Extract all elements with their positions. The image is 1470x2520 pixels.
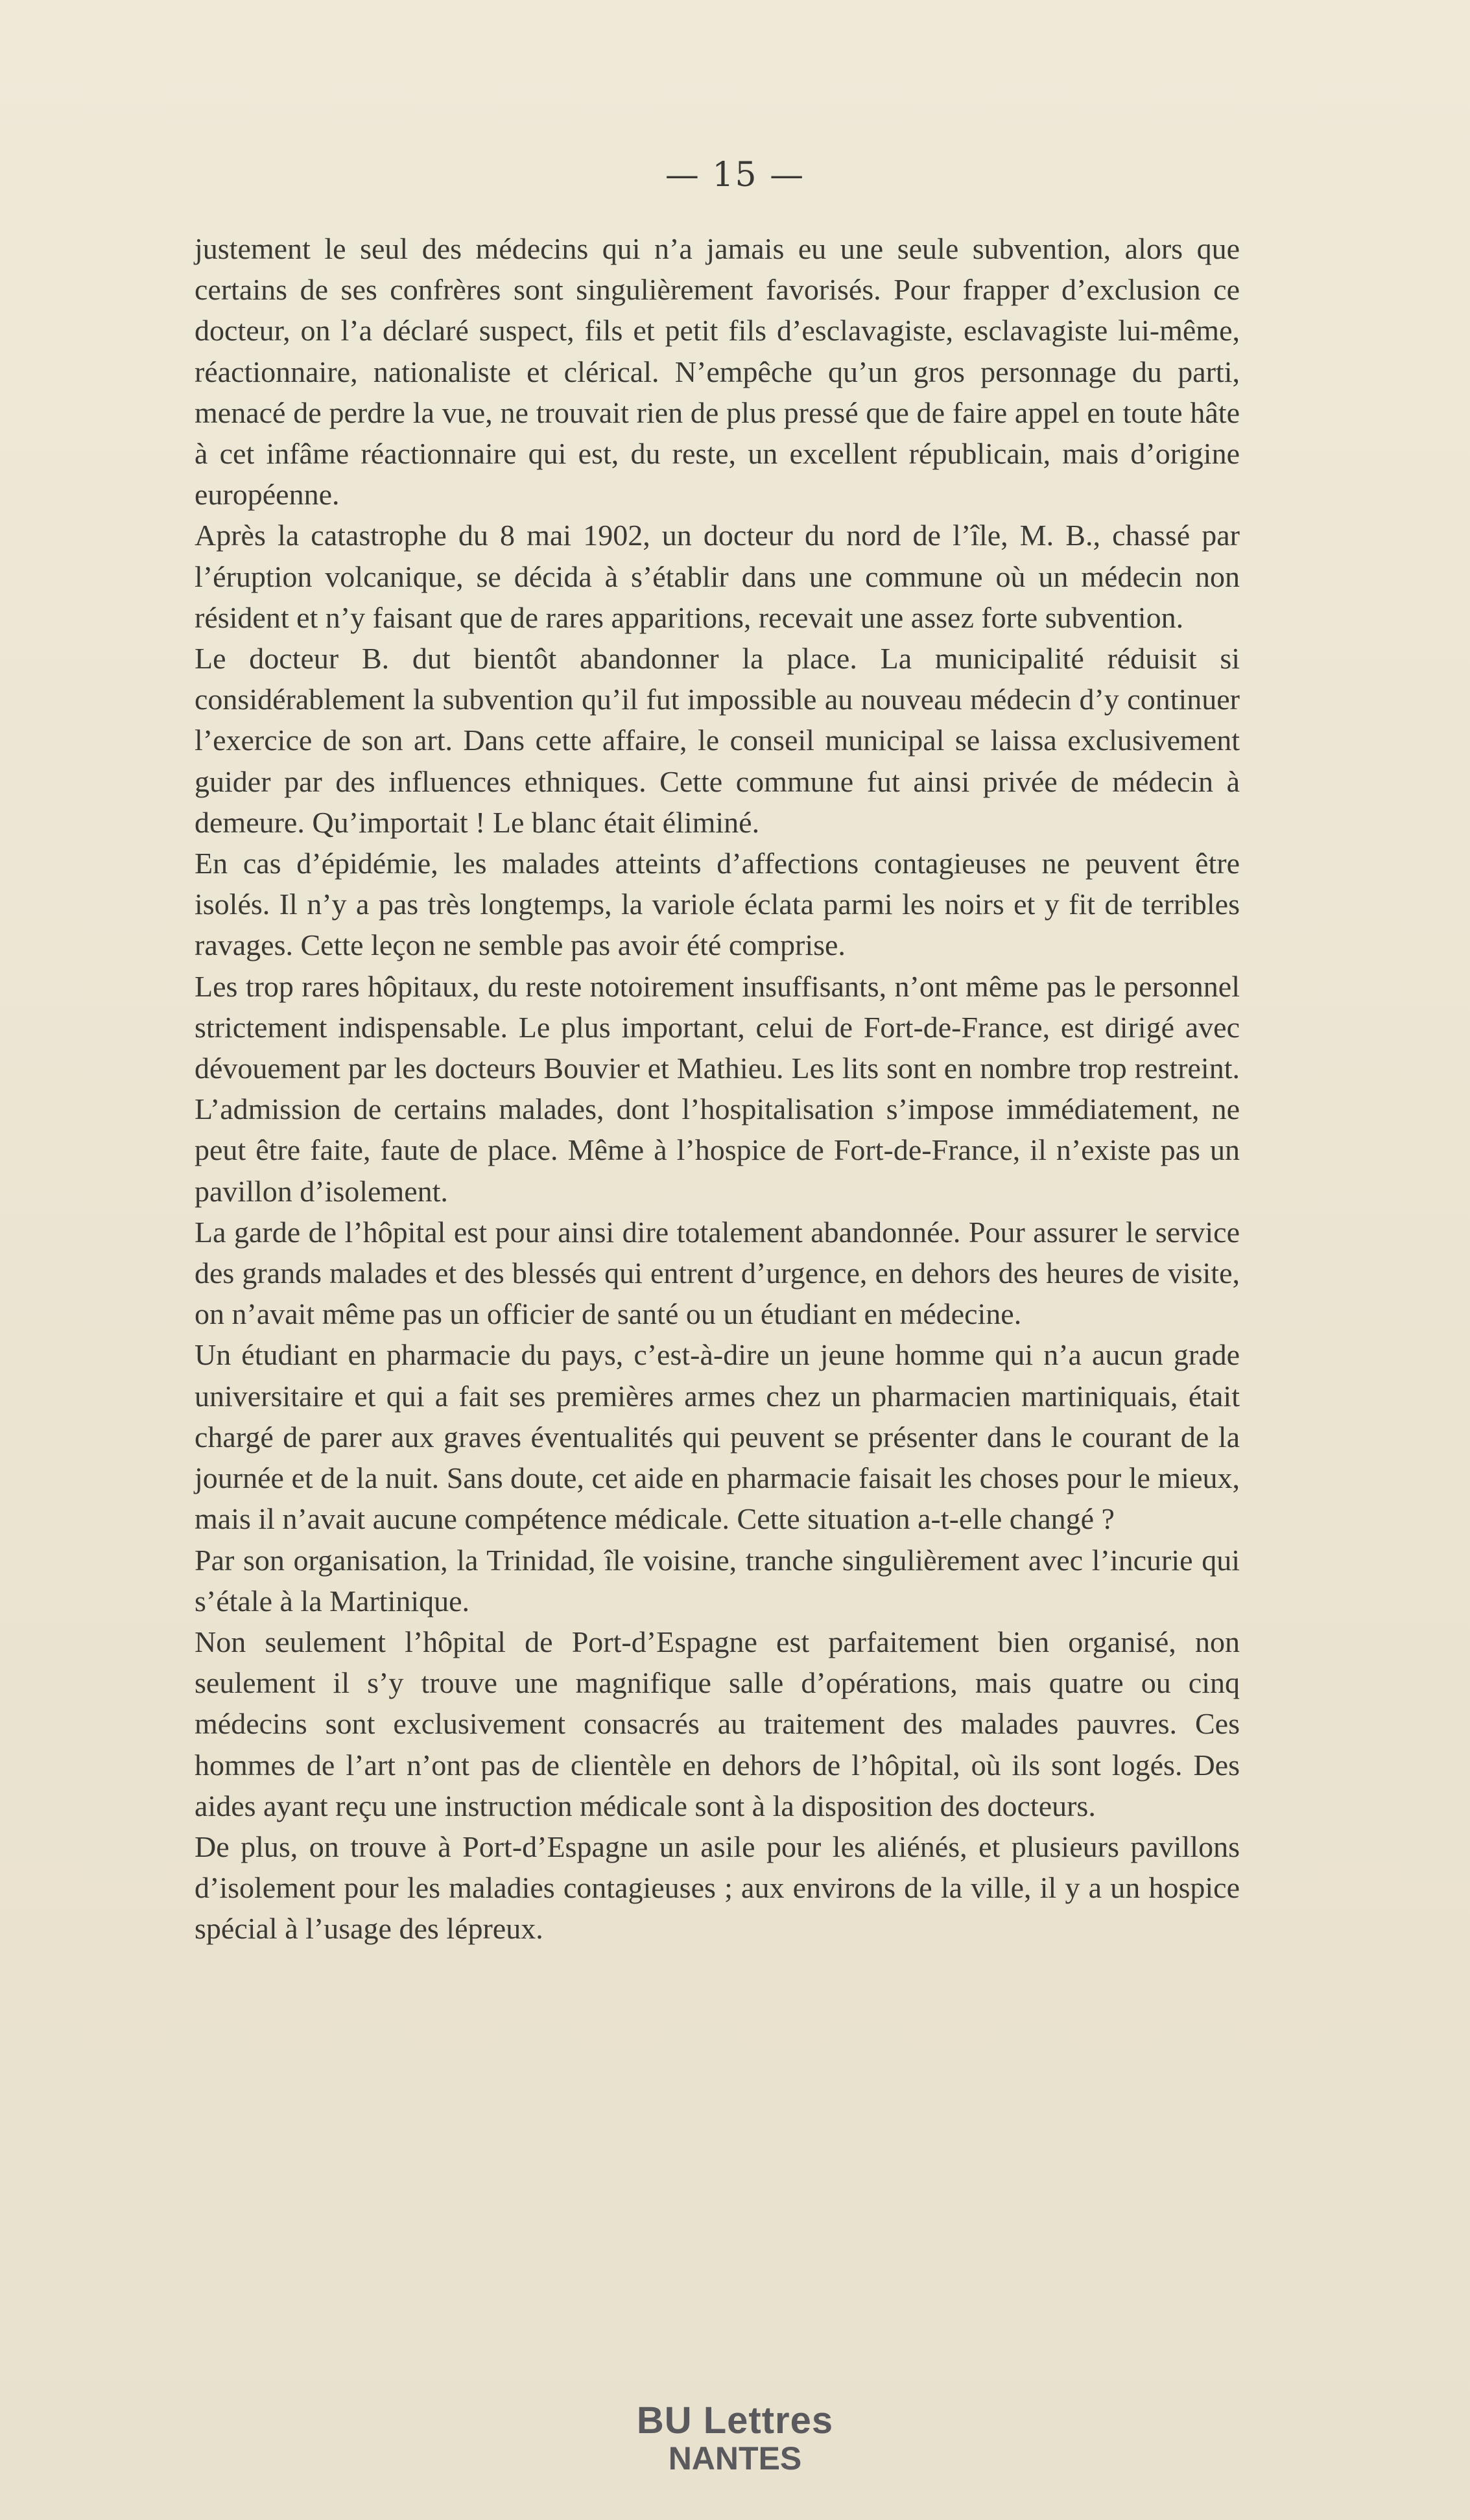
library-stamp	[0, 2399, 1470, 2477]
paragraph-8: Par son organisation, la Trinidad, île voisine, tranche singulièrement avec l’incurie qui s’étale à la Martinique.	[195, 1543, 1240, 1618]
paragraph-10: De plus, on trouve à Port-d’Espagne un asile pour les aliénés, et plusieurs pavillons d’isolement pour les maladies contagieuses ; aux environs de la ville, il y a un hospice spécial à l’usage des lépreux.	[195, 1830, 1240, 1946]
paragraph-5: Les trop rares hôpitaux, du reste notoirement insuffisants, n’ont même pas le personnel strictement indispensable. Le plus important, celui de Fort-de-France, est dirigé avec dévouement par les docteurs Bouvier et Mathieu. Les lits sont en nombre trop restreint. L’admission de certains malades, dont l’hospitalisation s’impose immédiatement, ne peut être faite, faute de place. Même à l’hospice de Fort-de-France, il n’existe pas un pavillon d’isolement.	[195, 969, 1240, 1208]
paragraph-6: La garde de l’hôpital est pour ainsi dire totalement abandonnée. Pour assurer le service des grands malades et des blessés qui entrent d’urgence, en dehors des heures de visite, on n’avait même pas un officier de santé ou un étudiant en médecine.	[195, 1215, 1240, 1331]
stamp-line-nantes: NANTES	[668, 2440, 802, 2477]
paragraph-4: En cas d’épidémie, les malades atteints d’affections contagieuses ne peuvent être isolés. Il n’y a pas très longtemps, la variole éclata parmi les noirs et y fit de terribles ravages. Cette leçon ne semble pas avoir été comprise.	[195, 847, 1240, 962]
paragraph-3: Le docteur B. dut bientôt abandonner la place. La municipalité réduisit si considérablement la subvention qu’il fut impossible au nouveau médecin d’y continuer l’exercice de son art. Dans cette affaire, le conseil municipal se laissa exclusivement guider par des influences ethniques. Cette commune fut ainsi privée de médecin à demeure. Qu’importait ! Le blanc était éliminé.	[195, 642, 1240, 839]
paragraph-2: Après la catastrophe du 8 mai 1902, un docteur du nord de l’île, M. B., chassé par l’éruption volcanique, se décida à s’établir dans une commune où un médecin non résident et n’y faisant que de rares apparitions, recevait une assez forte subvention.	[195, 519, 1240, 634]
paragraph-7: Un étudiant en pharmacie du pays, c’est-à-dire un jeune homme qui n’a aucun grade universitaire et qui a fait ses premières armes chez un pharmacien martiniquais, était chargé de parer aux graves éventualités qui peuvent se présenter dans le courant de la journée et de la nuit. Sans doute, cet aide en pharmacie faisait les choses pour le mieux, mais il n’avait aucune compétence médicale. Cette situation a-t-elle changé ?	[195, 1338, 1240, 1536]
page-number: — 15 —	[665, 156, 805, 194]
stamp-line-bu-lettres: BU Lettres	[636, 2399, 834, 2442]
paragraph-9: Non seulement l’hôpital de Port-d’Espagne est parfaitement bien organisé, non seulement il s’y trouve une magnifique salle d’opérations, mais quatre ou cinq médecins sont exclusivement consacrés au traitement des malades pauvres. Ces hommes de l’art n’ont pas de clientèle en dehors de l’hôpital, où ils sont logés. Des aides ayant reçu une instruction médicale sont à la disposition des docteurs.	[195, 1625, 1240, 1822]
paragraph-1: justement le seul des médecins qui n’a jamais eu une seule subvention, alors que certains de ses confrères sont singulièrement favorisés. Pour frapper d’exclusion ce docteur, on l’a déclaré suspect, fils et petit fils d’esclavagiste, esclavagiste lui-même, réactionnaire, nationaliste et clérical. N’empêche qu’un gros personnage du parti, menacé de perdre la vue, ne trouvait rien de plus pressé que de faire appel en toute hâte à cet infâme réactionnaire qui est, du reste, un excellent républicain, mais d’origine européenne.	[195, 232, 1240, 512]
body-text	[195, 228, 1240, 1949]
